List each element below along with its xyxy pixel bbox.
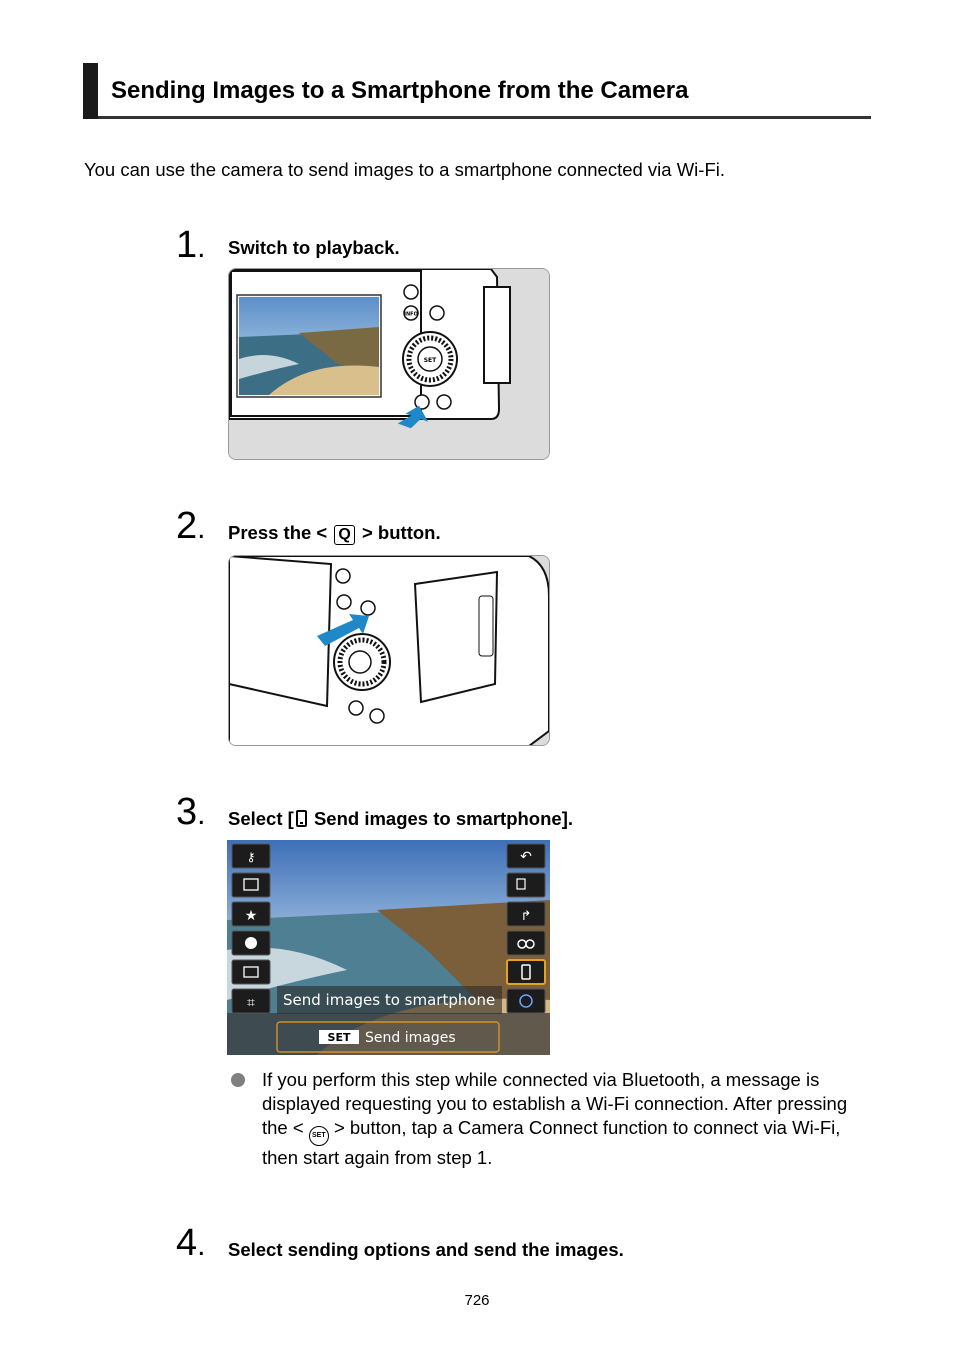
step-3-text (228, 808, 573, 830)
svg-text:⚷: ⚷ (246, 850, 256, 864)
set-key-label: SET (327, 1031, 351, 1044)
quick-control-menu-screenshot (227, 840, 550, 1055)
intro-text: You can use the camera to send images to a smartphone connected via Wi-Fi. (84, 159, 725, 180)
selected-item-label: Send images to smartphone (283, 991, 496, 1009)
svg-text:★: ★ (244, 908, 258, 924)
step-1-text: Switch to playback. (228, 237, 400, 258)
step-2-text-before: Press the < (228, 522, 328, 543)
section-heading (83, 63, 871, 119)
svg-text:SET: SET (423, 357, 437, 364)
q-button-glyph: Q (334, 525, 354, 545)
svg-text:↱: ↱ (520, 909, 532, 924)
page-number: 726 (464, 1292, 490, 1309)
bullet-dot (231, 1073, 245, 1087)
step-1-number: 1. (176, 224, 206, 266)
camera-back-illustration-2 (228, 555, 550, 746)
step-4-number: 4. (176, 1222, 206, 1264)
step-3-number: 3. (176, 791, 206, 833)
camera-back-illustration-1 (228, 268, 550, 460)
set-button-icon: SET (309, 1126, 329, 1146)
heading-bar (83, 63, 98, 119)
step-3-text-before: Select [ (228, 808, 294, 829)
page-title: Sending Images to a Smartphone from the Camera (111, 77, 689, 104)
step-3-text-after: Send images to smartphone]. (308, 808, 573, 829)
step-2-text (228, 522, 441, 545)
note-text-b: > button, tap a Camera Connect function to connect via Wi-Fi, then start again from step 1. (262, 1117, 841, 1168)
step-2-text-after: > button. (361, 522, 441, 543)
svg-text:INFO: INFO (404, 311, 418, 318)
smartphone-icon (296, 810, 307, 827)
svg-text:↶: ↶ (520, 849, 532, 865)
note-text-a: If you perform this step while connected via Bluetooth, a message is displayed requesting you to establish a Wi-Fi connection. After pressing the < (262, 1069, 848, 1138)
set-action-label: Send images (365, 1030, 456, 1046)
step-4-text: Select sending options and send the images. (228, 1239, 624, 1260)
svg-text:⌗: ⌗ (247, 995, 255, 1011)
step-3-note (262, 1068, 862, 1170)
step-2-number: 2. (176, 505, 206, 547)
